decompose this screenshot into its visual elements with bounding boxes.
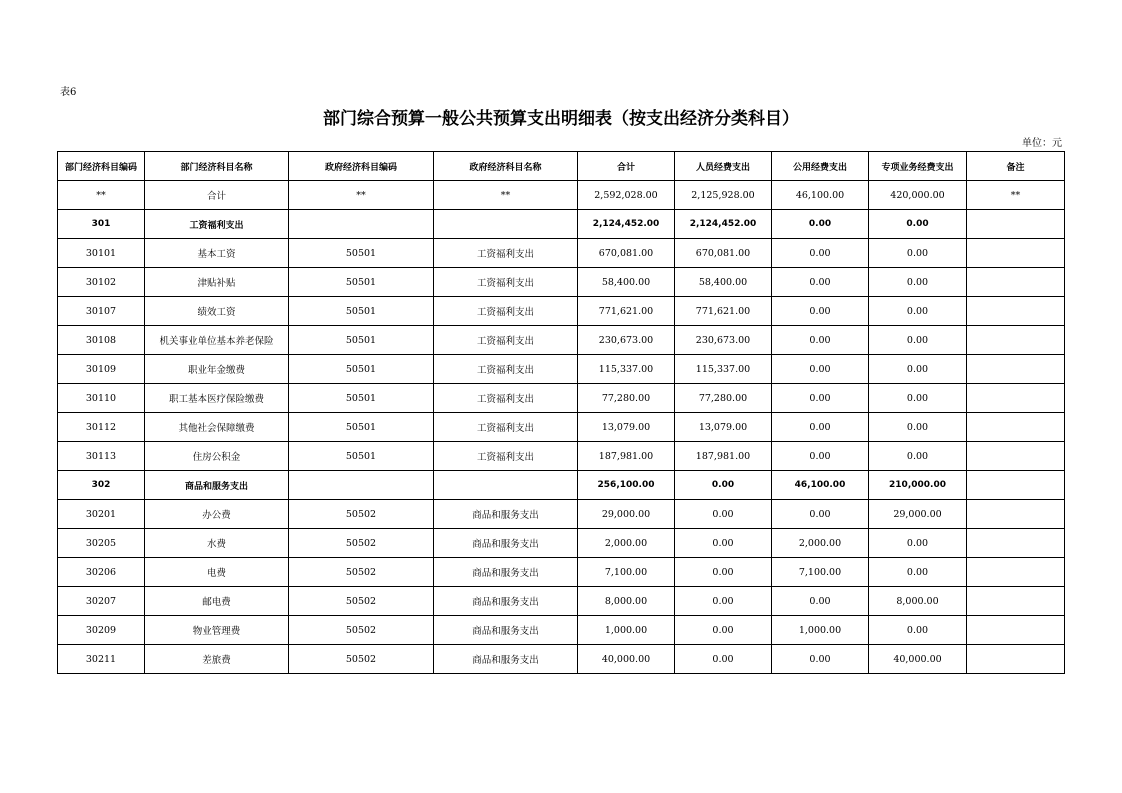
table-cell: 2,124,452.00 (675, 210, 772, 239)
table-cell: 7,100.00 (578, 558, 675, 587)
table-cell: 机关事业单位基本养老保险 (145, 326, 289, 355)
table-body (58, 181, 1065, 674)
table-cell: 30206 (58, 558, 145, 587)
table-cell: 30101 (58, 239, 145, 268)
table-cell: 2,000.00 (578, 529, 675, 558)
table-row (58, 297, 1065, 326)
table-cell (967, 384, 1065, 413)
table-cell: 40,000.00 (578, 645, 675, 674)
table-cell: 50501 (289, 384, 434, 413)
table-cell: ** (434, 181, 578, 210)
column-header: 部门经济科目编码 (58, 152, 145, 181)
table-number: 表6 (60, 87, 77, 98)
table-row (58, 326, 1065, 355)
table-row (58, 413, 1065, 442)
table-cell: 0.00 (772, 500, 869, 529)
table-row (58, 587, 1065, 616)
table-cell: 8,000.00 (869, 587, 967, 616)
table-cell (434, 471, 578, 500)
table-cell: 771,621.00 (578, 297, 675, 326)
table-cell: 30109 (58, 355, 145, 384)
table-row (58, 210, 1065, 239)
table-cell: 50502 (289, 645, 434, 674)
table-cell: 工资福利支出 (434, 326, 578, 355)
table-cell: 0.00 (675, 471, 772, 500)
table-cell: 2,125,928.00 (675, 181, 772, 210)
table-cell (967, 413, 1065, 442)
table-cell: 187,981.00 (675, 442, 772, 471)
table-cell: 50501 (289, 326, 434, 355)
column-header: 合计 (578, 152, 675, 181)
table-cell: 187,981.00 (578, 442, 675, 471)
table-cell: 30108 (58, 326, 145, 355)
column-header: 政府经济科目名称 (434, 152, 578, 181)
table-cell: 住房公积金 (145, 442, 289, 471)
table-cell: 0.00 (675, 500, 772, 529)
table-cell: 0.00 (869, 268, 967, 297)
table-row (58, 558, 1065, 587)
table-cell: 50502 (289, 500, 434, 529)
table-cell: 职业年金缴费 (145, 355, 289, 384)
table-cell: 0.00 (869, 326, 967, 355)
table-cell: 2,000.00 (772, 529, 869, 558)
table-cell: 230,673.00 (675, 326, 772, 355)
table-cell (289, 471, 434, 500)
table-row (58, 616, 1065, 645)
table-cell: 30209 (58, 616, 145, 645)
table-cell (967, 355, 1065, 384)
table-cell: 2,592,028.00 (578, 181, 675, 210)
table-cell: 0.00 (675, 558, 772, 587)
table-cell: 301 (58, 210, 145, 239)
table-row (58, 239, 1065, 268)
table-cell (967, 326, 1065, 355)
table-cell: 771,621.00 (675, 297, 772, 326)
table-cell: 商品和服务支出 (145, 471, 289, 500)
column-header: 专项业务经费支出 (869, 152, 967, 181)
table-cell: 7,100.00 (772, 558, 869, 587)
table-cell (967, 587, 1065, 616)
table-cell: 工资福利支出 (434, 239, 578, 268)
page-title: 部门综合预算一般公共预算支出明细表（按支出经济分类科目） (323, 109, 799, 129)
table-cell: 商品和服务支出 (434, 500, 578, 529)
table-row (58, 181, 1065, 210)
table-row (58, 471, 1065, 500)
table-cell: 50501 (289, 355, 434, 384)
table-cell: 58,400.00 (578, 268, 675, 297)
table-cell: 77,280.00 (578, 384, 675, 413)
table-cell: 商品和服务支出 (434, 587, 578, 616)
table-cell: 30107 (58, 297, 145, 326)
table-cell: 工资福利支出 (434, 355, 578, 384)
table-cell: 0.00 (675, 529, 772, 558)
table-cell: 50501 (289, 268, 434, 297)
table-cell (967, 645, 1065, 674)
table-cell: 0.00 (772, 442, 869, 471)
column-header: 部门经济科目名称 (145, 152, 289, 181)
table-cell: 工资福利支出 (434, 413, 578, 442)
table-cell: 1,000.00 (578, 616, 675, 645)
table-cell (289, 210, 434, 239)
column-header: 政府经济科目编码 (289, 152, 434, 181)
table-cell: 2,124,452.00 (578, 210, 675, 239)
budget-table (57, 151, 1065, 674)
table-cell: 绩效工资 (145, 297, 289, 326)
table-cell: 0.00 (869, 239, 967, 268)
table-cell: 0.00 (772, 326, 869, 355)
table-cell: 0.00 (869, 558, 967, 587)
table-cell: 29,000.00 (578, 500, 675, 529)
table-cell: 0.00 (772, 587, 869, 616)
table-cell: 0.00 (772, 355, 869, 384)
table-cell: 420,000.00 (869, 181, 967, 210)
column-header: 备注 (967, 152, 1065, 181)
table-cell: 670,081.00 (675, 239, 772, 268)
table-cell: 30102 (58, 268, 145, 297)
table-cell: 职工基本医疗保险缴费 (145, 384, 289, 413)
table-cell: 邮电费 (145, 587, 289, 616)
table-cell (967, 210, 1065, 239)
table-cell: 30113 (58, 442, 145, 471)
table-cell: 77,280.00 (675, 384, 772, 413)
table-cell: 合计 (145, 181, 289, 210)
table-cell: 30110 (58, 384, 145, 413)
table-cell: 50502 (289, 558, 434, 587)
table-row (58, 500, 1065, 529)
table-cell: 商品和服务支出 (434, 616, 578, 645)
table-cell: 29,000.00 (869, 500, 967, 529)
table-cell: 0.00 (675, 645, 772, 674)
table-cell: 差旅费 (145, 645, 289, 674)
table-cell: 0.00 (772, 297, 869, 326)
table-cell: 基本工资 (145, 239, 289, 268)
table-cell: ** (289, 181, 434, 210)
table-cell: 0.00 (772, 645, 869, 674)
unit-label: 单位：元 (1022, 138, 1062, 149)
table-cell (967, 268, 1065, 297)
table-cell: 58,400.00 (675, 268, 772, 297)
table-cell: 670,081.00 (578, 239, 675, 268)
table-cell: 0.00 (869, 616, 967, 645)
table-cell: 津贴补贴 (145, 268, 289, 297)
column-header: 人员经费支出 (675, 152, 772, 181)
table-cell: 230,673.00 (578, 326, 675, 355)
table-cell: 30205 (58, 529, 145, 558)
table-cell: 30112 (58, 413, 145, 442)
table-cell: 50501 (289, 297, 434, 326)
table-cell: 物业管理费 (145, 616, 289, 645)
table-cell: ** (967, 181, 1065, 210)
table-cell: 0.00 (869, 529, 967, 558)
table-cell: ** (58, 181, 145, 210)
table-cell: 0.00 (772, 239, 869, 268)
table-cell: 50501 (289, 239, 434, 268)
table-cell (434, 210, 578, 239)
table-cell (967, 529, 1065, 558)
table-row (58, 442, 1065, 471)
table-cell: 0.00 (772, 210, 869, 239)
table-cell: 0.00 (675, 616, 772, 645)
table-cell: 50502 (289, 529, 434, 558)
table-cell: 0.00 (772, 268, 869, 297)
table-cell (967, 500, 1065, 529)
table-cell: 50501 (289, 442, 434, 471)
table-cell: 0.00 (675, 587, 772, 616)
table-cell: 115,337.00 (578, 355, 675, 384)
column-header: 公用经费支出 (772, 152, 869, 181)
table-cell: 30201 (58, 500, 145, 529)
table-cell: 水费 (145, 529, 289, 558)
table-cell: 0.00 (869, 384, 967, 413)
table-cell: 302 (58, 471, 145, 500)
table-cell: 办公费 (145, 500, 289, 529)
table-cell: 其他社会保障缴费 (145, 413, 289, 442)
table-row (58, 355, 1065, 384)
table-header-row (58, 152, 1065, 181)
table-cell: 13,079.00 (675, 413, 772, 442)
table-cell: 8,000.00 (578, 587, 675, 616)
table-cell (967, 616, 1065, 645)
table-cell: 1,000.00 (772, 616, 869, 645)
table-cell: 电费 (145, 558, 289, 587)
table-row (58, 645, 1065, 674)
table-cell: 13,079.00 (578, 413, 675, 442)
table-cell (967, 442, 1065, 471)
table-cell: 256,100.00 (578, 471, 675, 500)
table-cell: 工资福利支出 (434, 297, 578, 326)
table-cell: 30211 (58, 645, 145, 674)
table-cell: 30207 (58, 587, 145, 616)
table-cell: 46,100.00 (772, 471, 869, 500)
table-cell: 115,337.00 (675, 355, 772, 384)
table-cell: 210,000.00 (869, 471, 967, 500)
table-cell (967, 558, 1065, 587)
table-cell: 工资福利支出 (434, 442, 578, 471)
table-cell: 40,000.00 (869, 645, 967, 674)
table-cell: 0.00 (869, 210, 967, 239)
table-cell: 0.00 (772, 413, 869, 442)
table-cell (967, 471, 1065, 500)
table-row (58, 384, 1065, 413)
table-cell: 工资福利支出 (434, 384, 578, 413)
table-cell (967, 297, 1065, 326)
table-cell: 50502 (289, 587, 434, 616)
table-cell: 50502 (289, 616, 434, 645)
table-cell: 50501 (289, 413, 434, 442)
table-cell (967, 239, 1065, 268)
table-cell: 0.00 (869, 413, 967, 442)
table-cell: 商品和服务支出 (434, 529, 578, 558)
table-cell: 46,100.00 (772, 181, 869, 210)
table-row (58, 529, 1065, 558)
table-cell: 商品和服务支出 (434, 645, 578, 674)
table-cell: 0.00 (869, 355, 967, 384)
table-row (58, 268, 1065, 297)
table-cell: 工资福利支出 (434, 268, 578, 297)
table-cell: 0.00 (869, 442, 967, 471)
table-cell: 商品和服务支出 (434, 558, 578, 587)
table-cell: 0.00 (869, 297, 967, 326)
table-cell: 0.00 (772, 384, 869, 413)
table-cell: 工资福利支出 (145, 210, 289, 239)
